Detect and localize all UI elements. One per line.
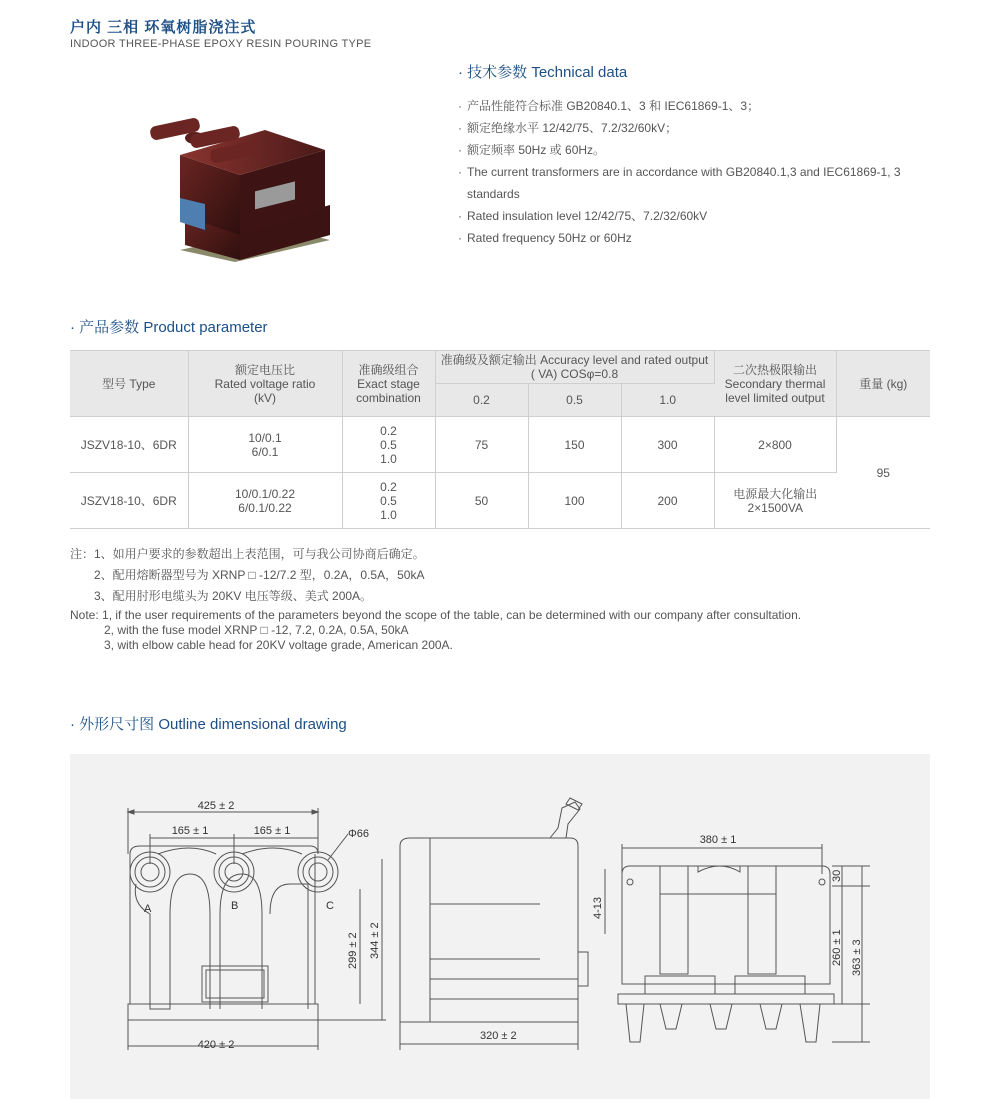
bushing-label-c: C — [326, 900, 334, 912]
front-view — [128, 808, 386, 1050]
dim-420: 420 ± 2 — [197, 1039, 235, 1051]
cell-output-0-2: 50 — [435, 473, 528, 529]
dim-425: 425 ± 2 — [197, 800, 235, 812]
cell-weight: 95 — [836, 417, 930, 529]
col-header-weight: 重量 (kg) — [836, 351, 930, 417]
notes-cn — [70, 544, 930, 607]
note-line: 注：1、如用户要求的参数超出上表范围，可与我公司协商后确定。 — [70, 547, 425, 561]
dim-165-b: 165 ± 1 — [253, 825, 291, 837]
page-title-cn: 户内 三相 环氧树脂浇注式 — [70, 19, 257, 36]
technical-data-heading: · 技术参数 Technical data — [458, 64, 628, 81]
dim-165-a: 165 ± 1 — [171, 825, 209, 837]
cell-thermal: 2×800 — [714, 417, 836, 473]
drawing-heading: · 外形尺寸图 Outline dimensional drawing — [70, 716, 347, 733]
tech-item: · 额定频率 50Hz 或 60Hz。 — [458, 139, 938, 161]
bushing-label-b: B — [231, 900, 239, 912]
col-header-acc-0-5: 0.5 — [528, 384, 621, 417]
tech-item: · Rated insulation level 12/42/75、7.2/32/60kV — [458, 205, 938, 227]
note-line: 3、配用肘形电缆头为 20KV 电压等级、美式 200A。 — [94, 589, 373, 603]
cell-output-0-5: 100 — [528, 473, 621, 529]
cell-ratio: 10/0.1 6/0.1 — [188, 417, 342, 473]
dim-344: 344 ± 2 — [369, 922, 381, 959]
cell-combination: 0.2 0.5 1.0 — [342, 417, 435, 473]
table-row — [70, 417, 930, 473]
cell-thermal: 电源最大化输出 2×1500VA — [714, 473, 836, 529]
cell-output-1-0: 200 — [621, 473, 714, 529]
product-parameter-heading: · 产品参数 Product parameter — [70, 319, 268, 336]
dim-4-13: 4-13 — [592, 896, 604, 919]
col-header-model: 型号 Type — [70, 351, 188, 417]
dim-30: 30 — [831, 869, 843, 882]
dim-320: 320 ± 2 — [480, 1030, 517, 1042]
col-header-thermal: 二次热极限输出 Secondary thermal level limited output — [714, 351, 836, 417]
note-line: 2, with the fuse model XRNP □ -12, 7.2, 0.2A, 0.5A, 50kA — [104, 623, 409, 637]
dim-363: 363 ± 3 — [851, 939, 863, 976]
col-header-acc-0-2: 0.2 — [435, 384, 528, 417]
dim-260: 260 ± 1 — [831, 929, 843, 966]
product-parameter-table — [70, 350, 930, 529]
col-header-ratio: 额定电压比 Rated voltage ratio (kV) — [188, 351, 342, 417]
note-line: Note: 1, if the user requirements of the parameters beyond the scope of the table, can be determined with our company after consultation. — [70, 608, 802, 622]
note-line: 3, with elbow cable head for 20KV voltage grade, American 200A. — [104, 638, 453, 652]
note-line: 2、配用熔断器型号为 XRNP □ -12/7.2 型，0.2A，0.5A，50kA — [94, 568, 425, 582]
dim-299: 299 ± 2 — [347, 932, 359, 969]
bushing-label-a: A — [144, 903, 152, 915]
tech-item: · 额定绝缘水平 12/42/75、7.2/32/60kV； — [458, 117, 938, 139]
product-photo — [140, 100, 350, 270]
cell-ratio: 10/0.1/0.22 6/0.1/0.22 — [188, 473, 342, 529]
page-title-en: INDOOR THREE-PHASE EPOXY RESIN POURING TYPE — [70, 38, 372, 50]
cell-model: JSZV18-10、6DR — [70, 417, 188, 473]
dim-380: 380 ± 1 — [699, 834, 737, 846]
tech-item: · 产品性能符合标准 GB20840.1、3 和 IEC61869-1、3； — [458, 95, 938, 117]
cell-output-0-2: 75 — [435, 417, 528, 473]
cell-output-0-5: 150 — [528, 417, 621, 473]
cell-combination: 0.2 0.5 1.0 — [342, 473, 435, 529]
col-header-combination: 准确级组合 Exact stage combination — [342, 351, 435, 417]
side-view — [400, 798, 588, 1050]
tech-item: · The current transformers are in accordance with GB20840.1,3 and IEC61869-1, 3 standards — [458, 161, 923, 205]
col-header-acc-1-0: 1.0 — [621, 384, 714, 417]
notes-en — [70, 608, 930, 653]
col-header-accuracy: 准确级及额定输出 Accuracy level and rated output ( VA) COSφ=0.8 — [435, 351, 714, 384]
table-row — [70, 473, 930, 529]
outline-drawing — [70, 754, 930, 1099]
cell-output-1-0: 300 — [621, 417, 714, 473]
tech-item: · Rated frequency 50Hz or 60Hz — [458, 227, 938, 249]
technical-data-list — [458, 95, 938, 249]
dim-phi66: Φ66 — [348, 828, 370, 840]
cell-model: JSZV18-10、6DR — [70, 473, 188, 529]
